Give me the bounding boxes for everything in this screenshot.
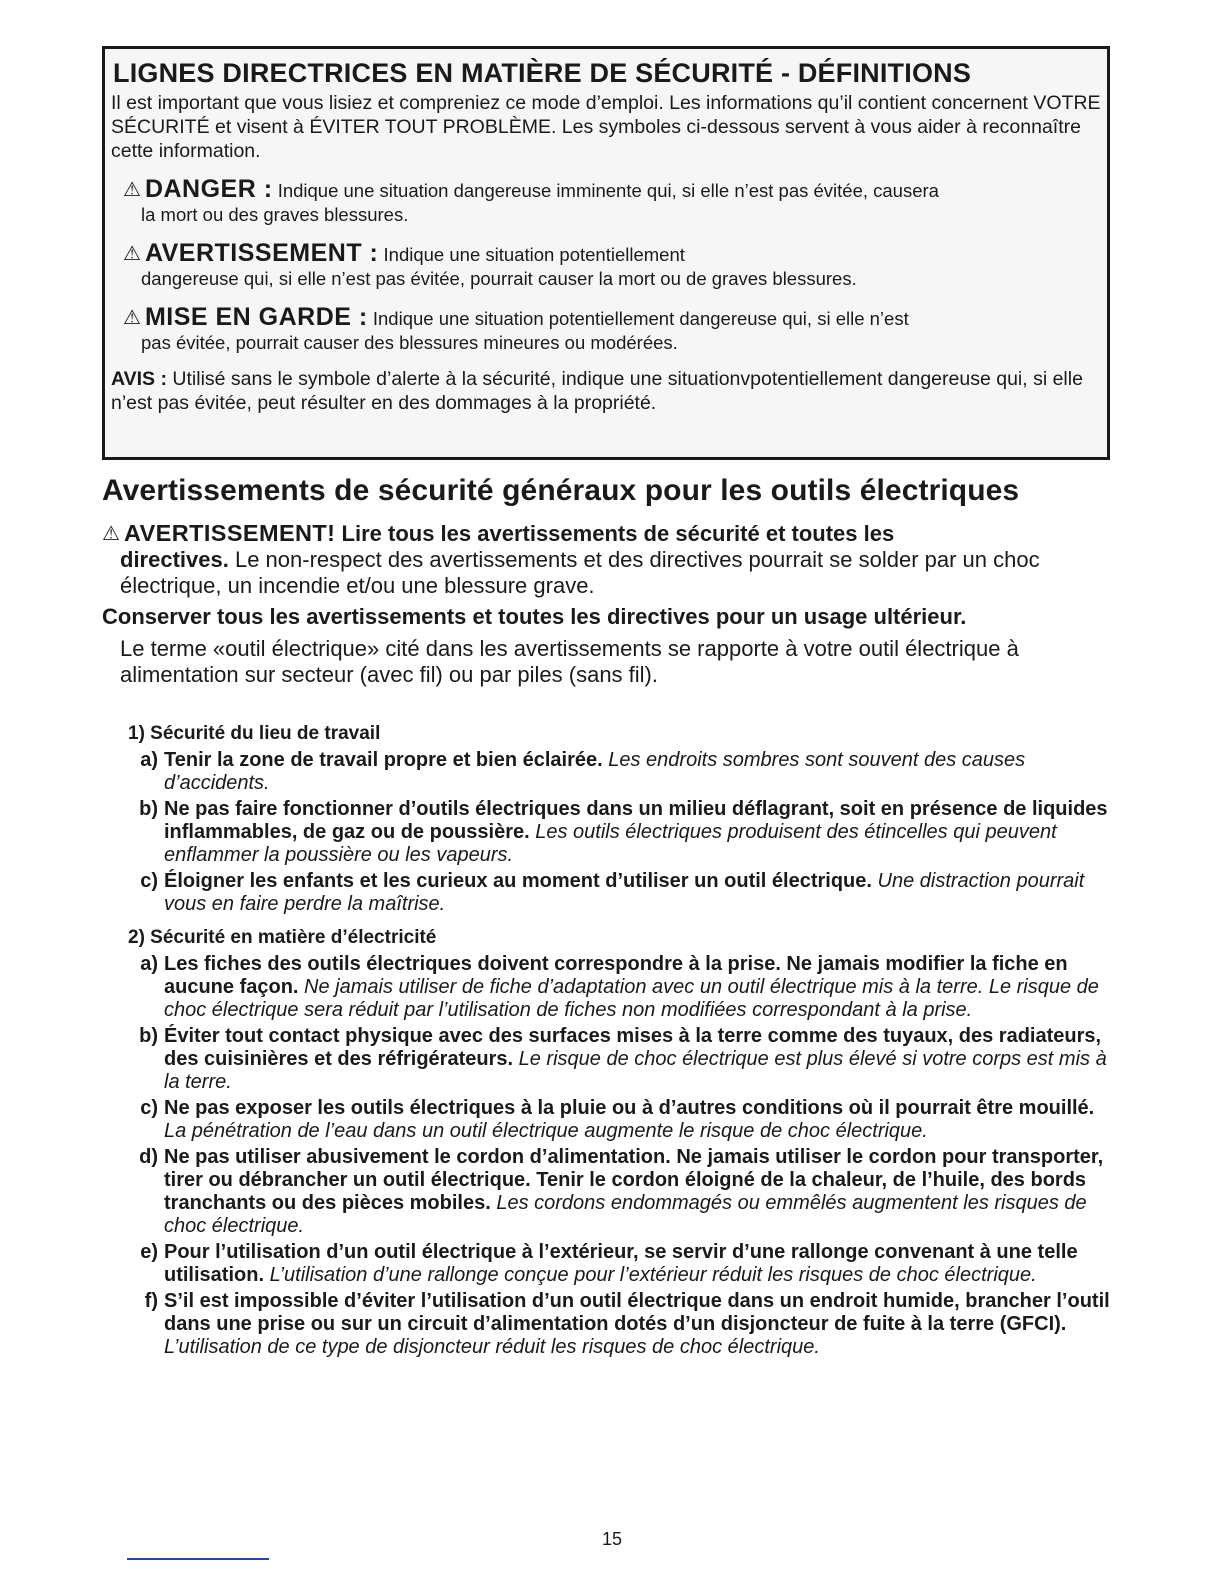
danger-text-cont: la mort ou des graves blessures.: [141, 204, 409, 225]
section-electrical: [128, 926, 1113, 1359]
list-item: c) Éloigner les enfants et les curieux au moment d’utiliser un outil électrique. Une distraction pourrait vous en faire perdre la maîtrise.: [140, 870, 1085, 915]
list-item: a) Tenir la zone de travail propre et bien éclairée. Les endroits sombres sont souvent des causes d’accidents.: [140, 749, 1026, 794]
avertissement-text: Indique une situation potentiellement: [383, 244, 685, 265]
avis-label: AVIS :: [111, 368, 167, 390]
section-title: 2) Sécurité en matière d’électricité: [128, 927, 437, 948]
definitions-intro: Il est important que vous lisiez et compreniez ce mode d’emploi. Les informations qu’il contient concernent VOTRE SÉCURITÉ et visent à ÉVITER TOUT PROBLÈME. Les symboles ci-dessous servent à vous aider à reconnaître cette information.: [111, 92, 1101, 162]
safety-list: [128, 722, 1113, 1362]
avis-text: Utilisé sans le symbole d’alerte à la sécurité, indique une situationvpotentiellement dangereuse qui, si elle n’est pas évitée, peut résulter en des dommages à la propriété.: [111, 368, 1083, 414]
list-item: b) Éviter tout contact physique avec des surfaces mises à la terre comme des tuyaux, des radiateurs, des cuisinières et des réfrigérateurs. Le risque de choc électrique est plus élevé si votre corps est mis à la terre.: [139, 1025, 1107, 1093]
mise-en-garde-definition: [123, 305, 1099, 355]
warning-triangle-icon: ⚠: [123, 179, 141, 201]
avis-definition: [111, 367, 1099, 415]
page-number: 15: [601, 1529, 623, 1549]
avertissement-text-cont: dangereuse qui, si elle n’est pas évitée, pourrait causer la mort ou de graves blessures.: [141, 268, 857, 289]
danger-text: Indique une situation dangereuse imminente qui, si elle n’est pas évitée, causera: [277, 180, 939, 201]
section-heading: Avertissements de sécurité généraux pour les outils électriques: [102, 474, 1020, 507]
warning-text: Le non-respect des avertissements et des directives pourrait se solder par un choc électrique, un incendie et/ou une blessure grave.: [120, 547, 1040, 598]
avertissement-definition: [123, 241, 1099, 291]
list-item: a) Les fiches des outils électriques doivent correspondre à la prise. Ne jamais modifier la fiche en aucune façon. Ne jamais utiliser de fiche d’adaptation avec un outil électrique mis à la terre. Le risque de choc électrique sera réduit par l’utilisation de fiches non modifiées correspondant à la prise.: [140, 953, 1099, 1021]
warning-label: AVERTISSEMENT!: [123, 520, 336, 546]
avertissement-label: AVERTISSEMENT :: [144, 239, 379, 267]
section-title: 1) Sécurité du lieu de travail: [128, 723, 381, 744]
warning-bold-line1: Lire tous les avertissements de sécurité et toutes les: [341, 521, 895, 546]
warning-triangle-icon: ⚠: [123, 243, 141, 265]
danger-label: DANGER :: [144, 175, 273, 203]
bottom-rule: [127, 1558, 269, 1560]
warning-triangle-icon: ⚠: [102, 523, 120, 545]
danger-definition: [123, 177, 1099, 227]
list-item: b) Ne pas faire fonctionner d’outils électriques dans un milieu déflagrant, soit en présence de liquides inflammables, de gaz ou de poussière. Les outils électriques produisent des étincelles qui peuvent enflammer la poussière ou les vapeurs.: [139, 798, 1108, 866]
mise-en-garde-label: MISE EN GARDE :: [144, 303, 368, 331]
keep-instructions: Conserver tous les avertissements et toutes les directives pour un usage ultérieur.: [102, 604, 967, 629]
mise-en-garde-text-cont: pas évitée, pourrait causer des blessures mineures ou modérées.: [141, 332, 678, 353]
list-item: f) S’il est impossible d’éviter l’utilisation d’un outil électrique dans un endroit humide, brancher l’outil dans une prise ou sur un circuit d’alimentation dotés d’un disjoncteur de fuite à la terre (GFCI). L’utilisation de ce type de disjoncteur réduit les risques de choc électrique.: [144, 1290, 1110, 1358]
warning-bold-line2: directives.: [120, 547, 229, 572]
warning-triangle-icon: ⚠: [123, 307, 141, 329]
safety-definitions-box: [102, 46, 1110, 460]
general-warning: [102, 520, 1112, 599]
power-tool-term: Le terme «outil électrique» cité dans les avertissements se rapporte à votre outil électrique à alimentation sur secteur (avec fil) ou par piles (sans fil).: [120, 636, 1019, 687]
definitions-title: LIGNES DIRECTRICES EN MATIÈRE DE SÉCURITÉ - DÉFINITIONS: [113, 58, 972, 88]
mise-en-garde-text: Indique une situation potentiellement dangereuse qui, si elle n’est: [372, 308, 909, 329]
section-work-area: [128, 722, 1113, 916]
list-item: d) Ne pas utiliser abusivement le cordon d’alimentation. Ne jamais utiliser le cordon pour transporter, tirer ou débrancher un outil électrique. Tenir le cordon éloigné de la chaleur, de l’huile, des bords tranchants ou des pièces mobiles. Les cordons endommagés ou emmêlés augmentent les risques de choc électrique.: [139, 1146, 1104, 1237]
list-item: e) Pour l’utilisation d’un outil électrique à l’extérieur, se servir d’une rallonge convenant à une telle utilisation. L’utilisation d’une rallonge conçue pour l’extérieur réduit les risques de choc électrique.: [140, 1241, 1078, 1286]
list-item: c) Ne pas exposer les outils électriques à la pluie ou à d’autres conditions où il pourrait être mouillé. La pénétration de l’eau dans un outil électrique augmente le risque de choc électrique.: [140, 1097, 1095, 1142]
